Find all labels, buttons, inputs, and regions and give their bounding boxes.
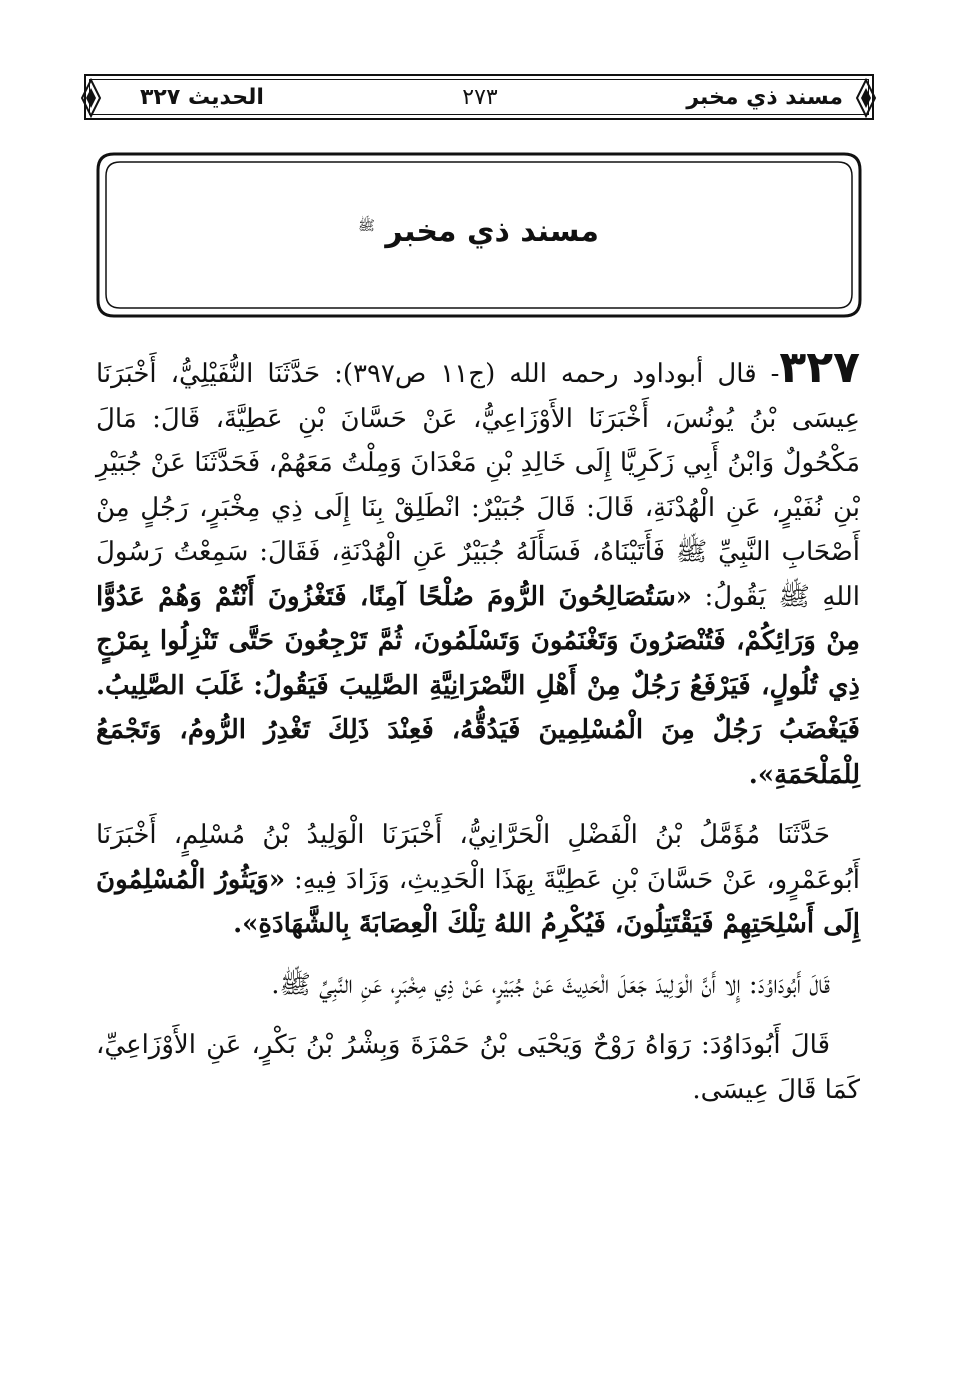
paragraph-2-matn: «وَيَثُورُ الْمُسْلِمُونَ إِلَى أَسْلِحَتِهِمْ فَيَقْتَتِلُونَ، فَيُكْرِمُ اللهُ تِلْكَ الْعِصَابَةَ بِالشَّهَادَةِ». (96, 864, 860, 939)
hadith-body (96, 342, 861, 1112)
paragraph-3-text: قَالَ أَبُودَاوُدَ: إِلا أَنَّ الْوَلِيدَ جَعَلَ الْحَدِيثَ عَنْ جُبَيْرٍ، عَنْ ذِي مِخْبَرٍ، عَنِ النَّبِيِّ ﷺ. (271, 969, 830, 1000)
paragraph-4-text: قَالَ أَبُودَاوُدَ: رَوَاهُ رَوْحٌ وَيَحْيَى بْنُ حَمْزَةَ وَبِشْرُ بْنُ بَكْرٍ، عَنِ الأَوْزَاعِيِّ، كَمَا قَالَ عِيسَى. (96, 1030, 860, 1105)
hadith-paragraph-2 (96, 813, 860, 947)
hadith-paragraph-4 (96, 1023, 860, 1112)
ornament-left-icon (80, 78, 102, 118)
hadith-matn: «سَتُصَالِحُونَ الرُّومَ صُلْحًا آمِنًا، فَتَغْزُونَ أَنْتُمْ وَهُمْ عَدُوًّا مِنْ وَرَائِكُمْ، فَتُنْصَرُونَ وَتَغْنَمُونَ وَتَسْلَمُونَ، ثُمَّ تَرْجِعُونَ حَتَّى تَنْزِلُوا بِمَرْجٍ ذِي تُلُولٍ، فَيَرْفَعُ رَجُلٌ مِنْ أَهْلِ النَّصْرَانِيَّةِ الصَّلِيبَ فَيَقُولُ: غَلَبَ الصَّلِيبُ. فَيَغْضَبُ رَجُلٌ مِنَ الْمُسْلِمِينَ فَيَدُقُّهُ، فَعِنْدَ ذَلِكَ تَغْدِرُ الرُّومُ، وَتَجْمَعُ لِلْمَلْحَمَةِ». (96, 581, 860, 790)
ornament-right-icon (855, 78, 877, 118)
hadith-paragraph-1 (96, 342, 861, 797)
header-book-title: مسند ذي مخبر (686, 85, 843, 110)
header-hadith-label: الحديث ٣٢٧ (140, 85, 264, 110)
hadith-isnad: - قال أبوداود رحمه الله (ج١١ ص٣٩٧): حَدَّثَنَا النُّفَيْلِيُّ، أَخْبَرَنَا عِيسَى بْنُ يُونُسَ، أَخْبَرَنَا الأَوْزَاعِيُّ، عَنْ حَسَّانَ بْنِ عَطِيَّةَ، قَالَ: مَالَ مَكْحُولٌ وَابْنُ أَبِي زَكَرِيَّا إِلَى خَالِدِ بْنِ مَعْدَانَ وَمِلْتُ مَعَهُمْ، فَحَدَّثَنَا عَنْ جُبَيْرِ بْنِ نُفَيْرٍ، عَنِ الْهُدْنَةِ، قَالَ: قَالَ جُبَيْرٌ: انْطَلِقْ بِنَا إِلَى ذِي مِخْبَرٍ، رَجُلٍ مِنْ أَصْحَابِ النَّبِيِّ ﷺ فَأَتَيْنَاهُ، فَسَأَلَهُ جُبَيْرٌ عَنِ الْهُدْنَةِ، فَقَالَ: سَمِعْتُ رَسُولَ اللهِ ﷺ يَقُولُ: (96, 359, 861, 612)
section-title (0, 214, 957, 249)
paragraph-2-isnad: حَدَّثَنَا مُؤَمَّلُ بْنُ الْفَضْلِ الْحَرَّانِيُّ، أَخْبَرَنَا الْوَلِيدُ بْنُ مُسْلِمٍ، أَخْبَرَنَا أَبُوعَمْرٍو، عَنْ حَسَّانَ بْنِ عَطِيَّةَ بِهَذَا الْحَدِيثِ، وَزَادَ فِيهِ: (96, 820, 860, 895)
hadith-paragraph-3 (96, 963, 860, 1008)
honorific-glyph: ﷺ (358, 218, 375, 234)
section-title-text: مسند ذي مخبر (385, 214, 599, 249)
hadith-number: ٣٢٧ (779, 342, 860, 393)
page-number: ٢٧٣ (462, 85, 498, 110)
